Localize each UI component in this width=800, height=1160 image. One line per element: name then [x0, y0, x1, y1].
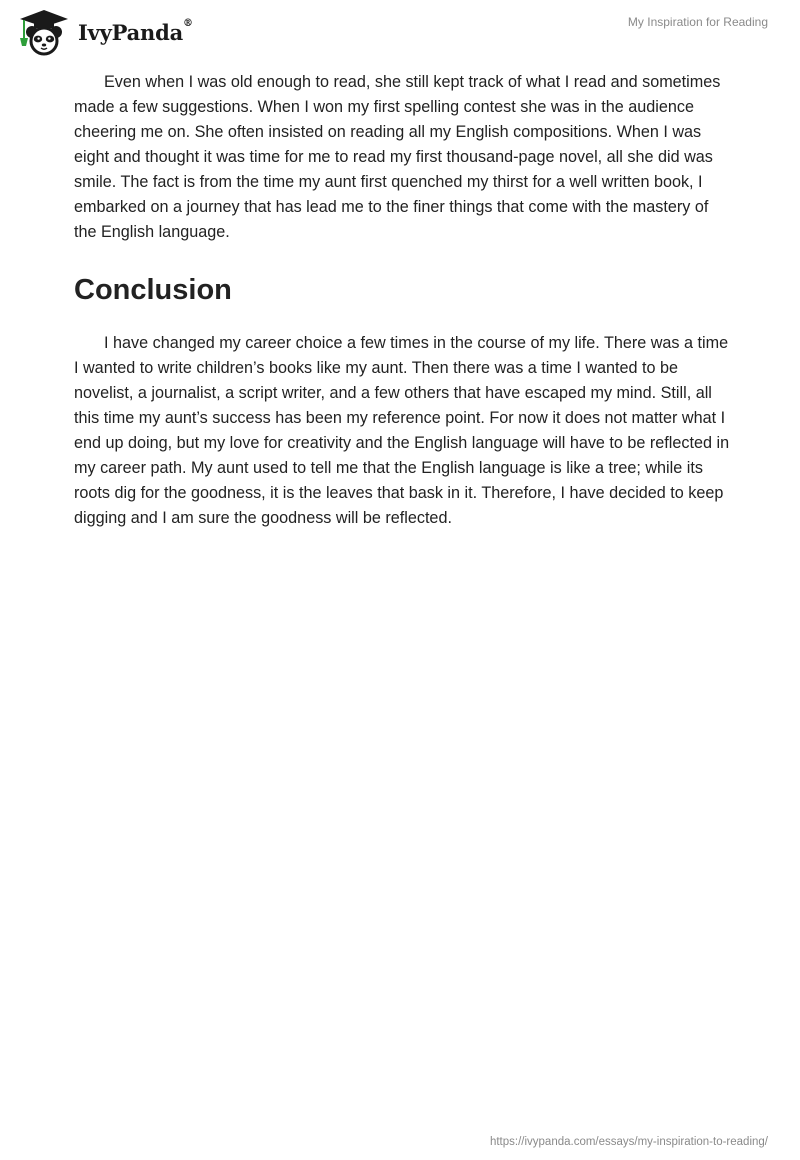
logo-wordmark: IvyPanda® [78, 17, 193, 45]
body-paragraph: I have changed my career choice a few times in the course of my life. There was a time I wanted to write children’s books like my aunt. Then there was a time I wanted to be novelist, a journalist, a script writer, and a few others that have escaped my mind. Still, all this time my aunt’s success has been my reference point. For now it does not matter what I end up doing, but my love for creativity and the English language will have to be reflected in my career path. My aunt used to tell me that the English language is like a tree; while its roots dig for the goodness, it is the leaves that bask in it. Therefore, I have decided to keep digging and I am sure the goodness will be reflected. [74, 334, 730, 527]
panda-graduation-cap-icon [14, 8, 74, 56]
page-header [0, 0, 800, 64]
source-url-link[interactable]: https://ivypanda.com/essays/my-inspiration-to-reading/ [489, 1136, 768, 1148]
body-paragraph: Even when I was old enough to read, she still kept track of what I read and sometimes made a few suggestions. When I won my first spelling contest she was in the audience cheering me on. She often insisted on reading all my English compositions. When I was eight and thought it was time for me to read my first thousand-page novel, all she did was smile. The fact is from the time my aunt first quenched my thirst for a well written book, I embarked on a journey that has lead me to the finer things that come with the mastery of the English language. [74, 73, 721, 241]
registered-mark: ® [183, 17, 193, 29]
ivypanda-logo[interactable] [14, 8, 193, 56]
running-title: My Inspiration for Reading [627, 15, 768, 29]
section-heading-conclusion: Conclusion [74, 274, 232, 306]
essay-content [74, 70, 734, 531]
